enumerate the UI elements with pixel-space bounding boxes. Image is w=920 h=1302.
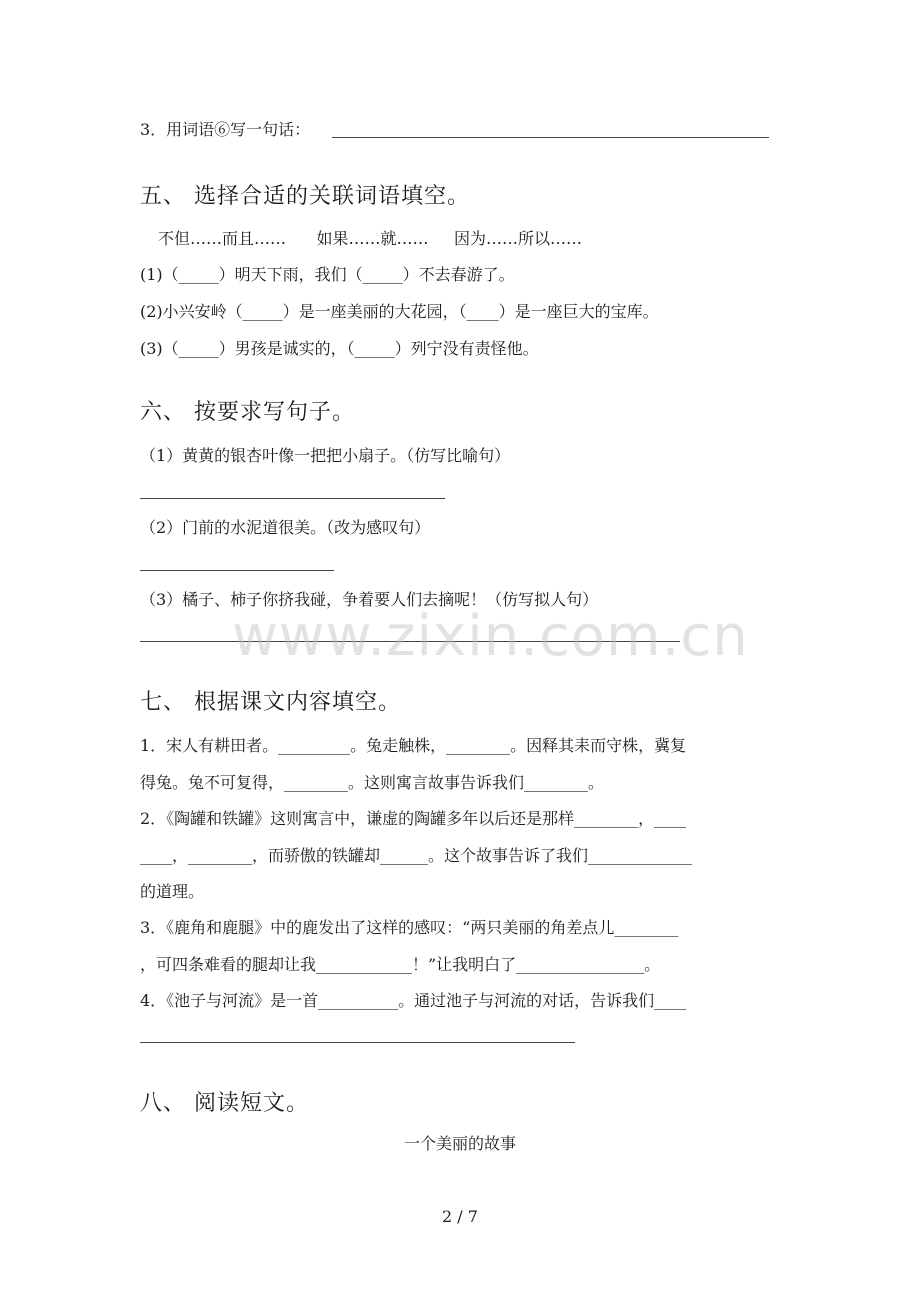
page-number: 2 / 7 — [442, 1207, 478, 1226]
section-6-item-2: （2）门前的水泥道很美。（改为感叹句） — [140, 518, 431, 537]
section-7-line-5: 的道理。 — [140, 882, 205, 901]
section-5-item-1: (1)（_____）明天下雨，我们（_____）不去春游了。 — [140, 265, 515, 284]
section-7-line-7: ，可四条难看的腿却让我____________！”让我明白了________________。 — [140, 955, 661, 974]
section-5-item-2: (2)小兴安岭（_____）是一座美丽的大花园，（____）是一座巨大的宝库。 — [140, 302, 659, 321]
section-6-heading: 六、 按要求写句子。 — [140, 400, 355, 425]
section-7-line-3: 2．《陶罐和铁罐》这则寓言中，谦虚的陶罐多年以后还是那样________，____ — [140, 809, 687, 828]
section-7-line-4: ____，________，而骄傲的铁罐却______。这个故事告诉了我们_____________ — [140, 846, 693, 865]
conjunction-options: 不但……而且…… 如果……就…… 因为……所以…… — [158, 229, 582, 248]
question-3-prompt: 3．用词语⑥写一句话： — [140, 120, 311, 139]
watermark: www.zixin.com.cn — [232, 604, 749, 669]
section-8-heading: 八、 阅读短文。 — [140, 1091, 309, 1116]
reading-title: 一个美丽的故事 — [403, 1134, 516, 1153]
section-7-line-1: 1．宋人有耕田者。_________。兔走触株，________。因释其耒而守株，冀复 — [140, 736, 687, 755]
section-7-line-6: 3．《鹿角和鹿腿》中的鹿发出了这样的感叹：“两只美丽的角差点儿________ — [140, 918, 679, 937]
section-6-item-1: （1）黄黄的银杏叶像一把把小扇子。（仿写比喻句） — [140, 446, 511, 465]
section-7-heading: 七、 根据课文内容填空。 — [140, 690, 401, 715]
answer-line — [140, 498, 445, 499]
section-5-item-3: (3)（_____）男孩是诚实的，（_____）列宁没有责怪他。 — [140, 339, 539, 358]
answer-line — [140, 1042, 575, 1043]
section-6-item-3: （3）橘子、柿子你挤我碰，争着要人们去摘呢！（仿写拟人句） — [140, 590, 599, 609]
section-7-line-8: 4．《池子与河流》是一首__________。通过池子与河流的对话，告诉我们____ — [140, 991, 687, 1010]
answer-line — [332, 137, 769, 138]
answer-line — [140, 570, 334, 571]
section-5-heading: 五、 选择合适的关联词语填空。 — [140, 184, 470, 209]
section-7-line-2: 得兔。兔不可复得，________。这则寓言故事告诉我们________。 — [140, 773, 605, 792]
